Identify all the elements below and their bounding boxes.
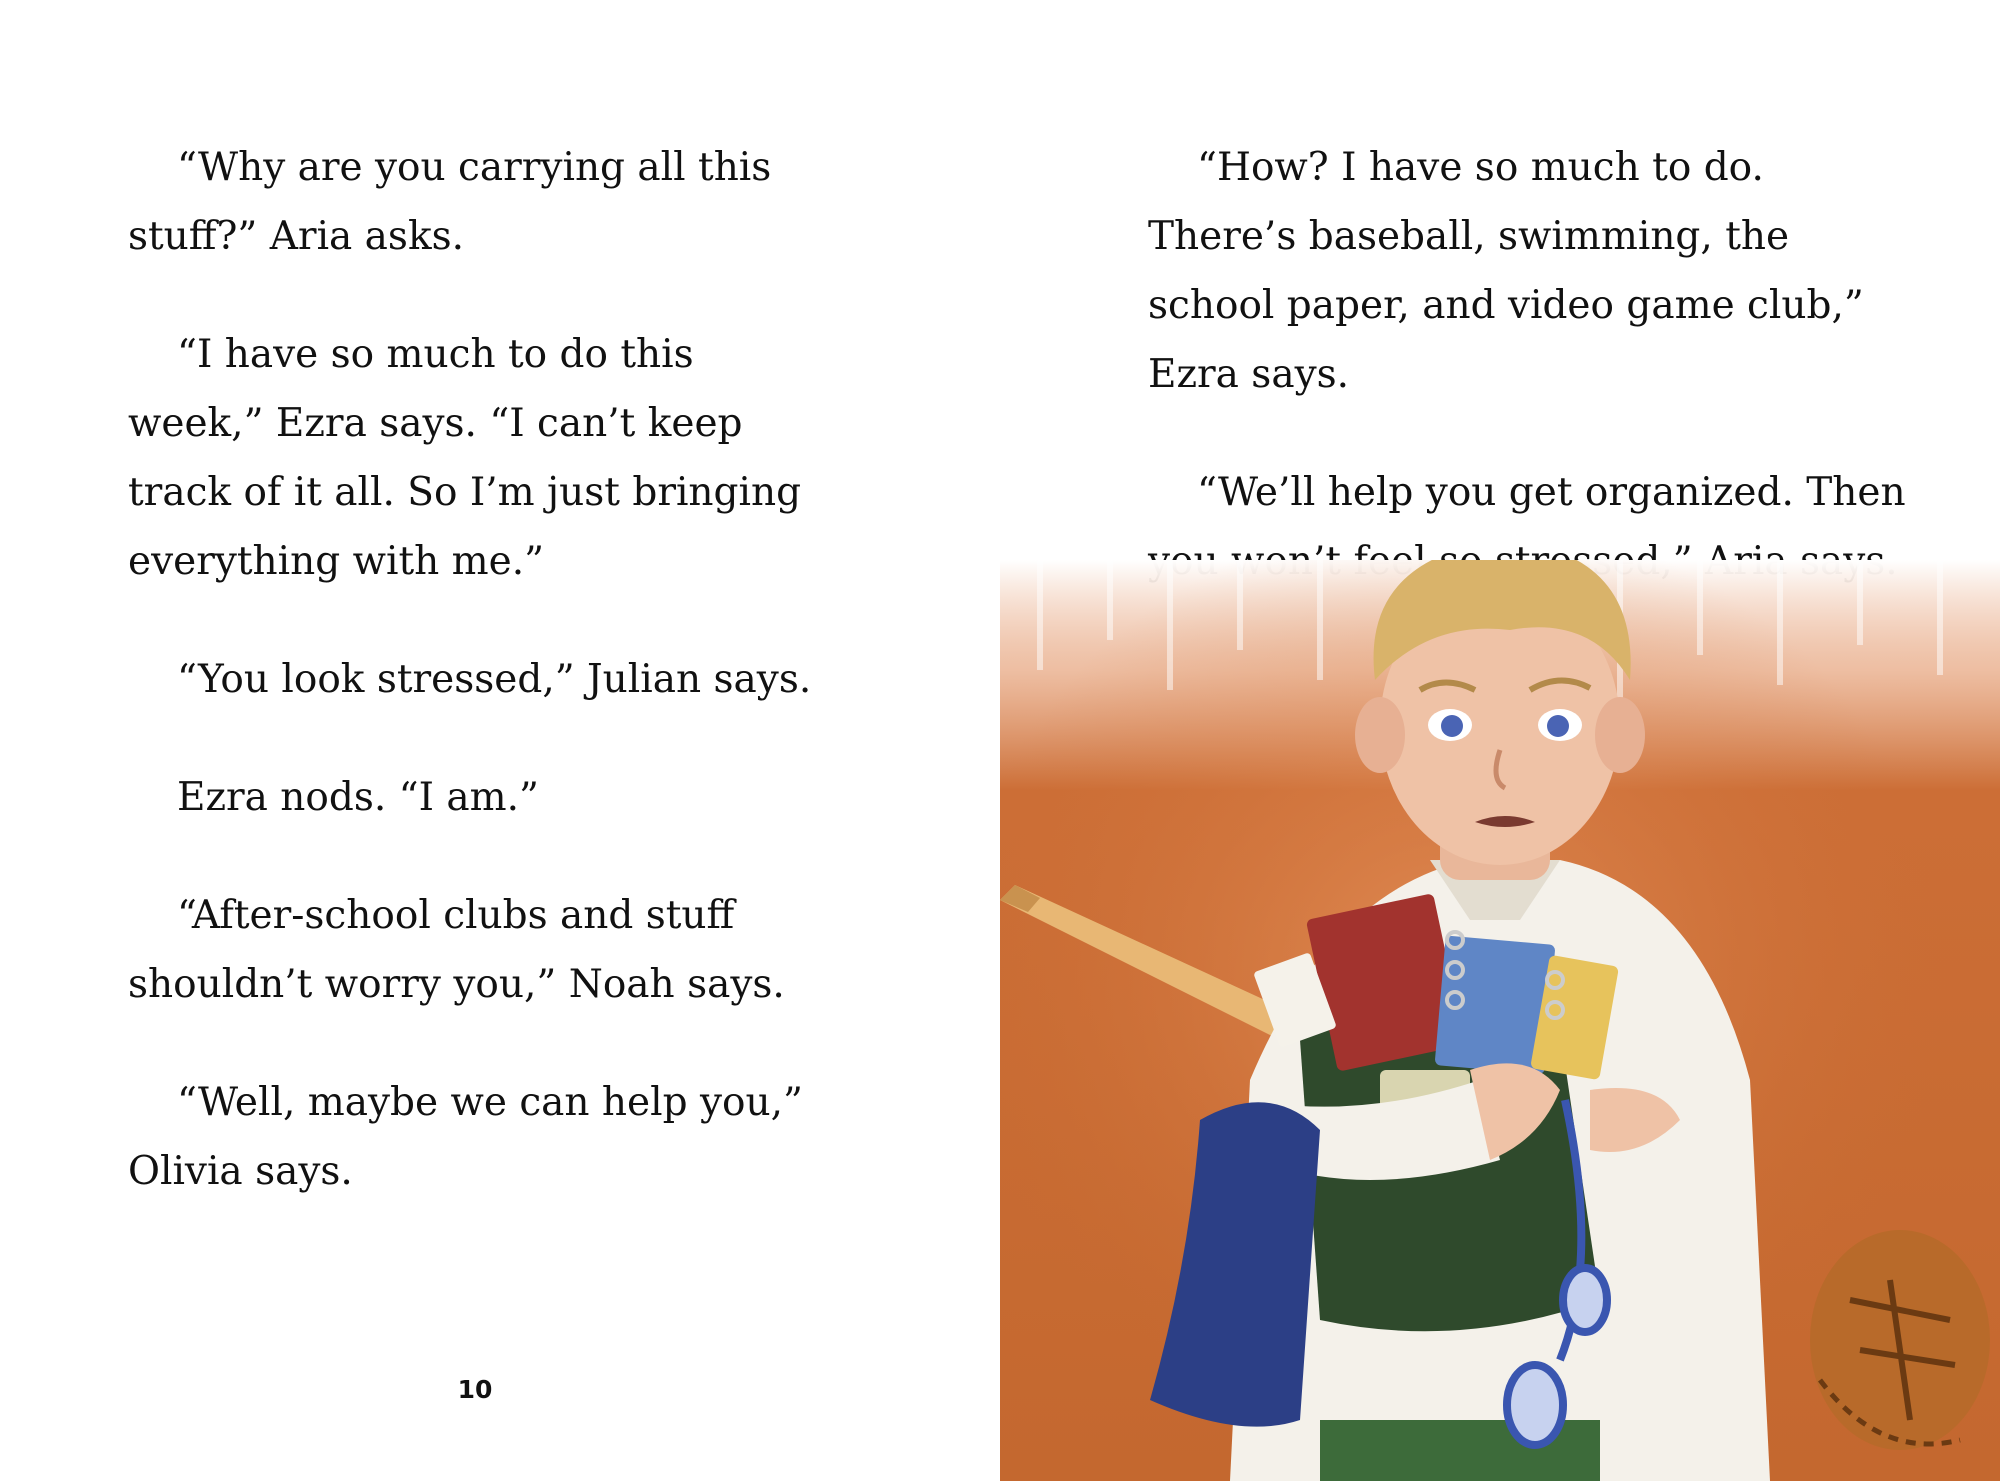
paragraph: “Well, maybe we can help you,” Olivia says.: [128, 1080, 803, 1194]
illustration-boy-carrying-stuff: [1000, 560, 2000, 1481]
paragraph: “How? I have so much to do. There’s baseball, swimming, the school paper, and video game club,” Ezra says.: [1148, 145, 1864, 397]
paragraph: “Why are you carrying all this stuff?” Aria asks.: [128, 145, 772, 259]
left-page-text: [128, 133, 818, 1255]
baseball-glove: [1810, 1230, 1990, 1450]
paragraph: “We’ll help you get organized. Then: [1197, 470, 1906, 515]
paragraph: “After-school clubs and stuff shouldn’t worry you,” Noah says.: [128, 893, 785, 1007]
page-number: 10: [457, 1375, 493, 1404]
paragraph: “I have so much to do this week,” Ezra says. “I can’t keep track of it all. So I’m just bringing everything with me.”: [128, 332, 802, 584]
illustration-svg: [1000, 560, 2000, 1481]
right-page: [1000, 0, 2000, 1481]
paragraph: Ezra nods. “I am.”: [177, 775, 539, 820]
paragraph: “You look stressed,” Julian says.: [177, 657, 812, 702]
